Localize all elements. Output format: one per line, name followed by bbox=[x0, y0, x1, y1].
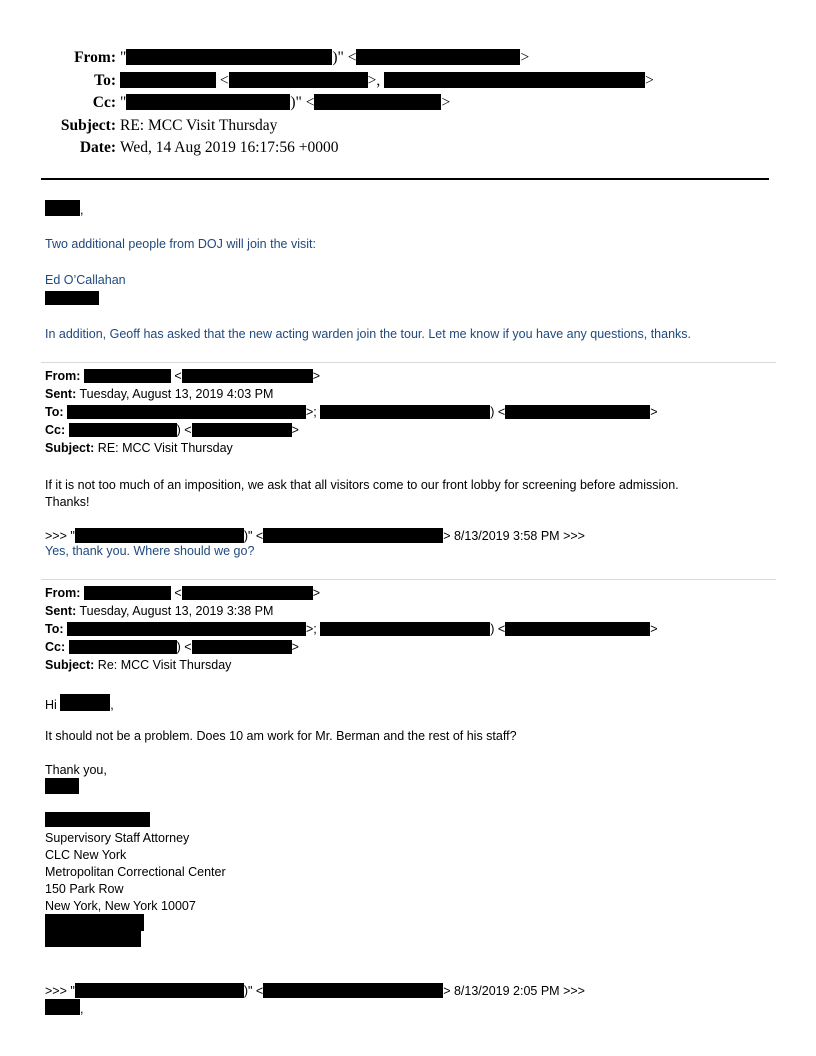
redaction bbox=[314, 94, 441, 110]
redaction bbox=[356, 49, 520, 65]
message3-meta bbox=[45, 584, 658, 674]
message2-sent: Sent: Tuesday, August 13, 2019 4:03 PM bbox=[45, 387, 274, 401]
message2-subject: Subject: RE: MCC Visit Thursday bbox=[45, 441, 233, 455]
header-to-row: To: < >, > bbox=[40, 70, 654, 93]
header-from-label: From: bbox=[74, 49, 116, 66]
redaction bbox=[126, 49, 332, 65]
redaction bbox=[45, 812, 150, 827]
redaction bbox=[45, 291, 99, 305]
redaction bbox=[67, 622, 306, 636]
message2-cc: Cc: ) < > bbox=[45, 423, 299, 437]
redaction bbox=[120, 72, 216, 88]
redaction bbox=[45, 778, 79, 794]
quote-header: >>> " )" < > 8/13/2019 3:58 PM >>> bbox=[45, 529, 585, 543]
message2-meta bbox=[45, 367, 658, 457]
redaction bbox=[192, 640, 292, 654]
redaction bbox=[182, 369, 313, 383]
message3-to: To: >; ) < > bbox=[45, 622, 658, 636]
quoted-reply: Yes, thank you. Where should we go? bbox=[45, 544, 255, 558]
header-subject-label: Subject: bbox=[60, 116, 116, 134]
header-subject: RE: MCC Visit Thursday bbox=[120, 116, 278, 134]
message2-to: To: >; ) < > bbox=[45, 405, 658, 419]
signature-name-redacted bbox=[45, 778, 79, 797]
message1-line2: In addition, Geoff has asked that the new acting warden join the tour. Let me know if you have any questions, thanks. bbox=[45, 327, 692, 341]
signature-contact-redacted bbox=[45, 914, 144, 947]
redaction bbox=[60, 694, 110, 711]
message3-closing: Thank you, bbox=[45, 763, 107, 777]
redaction bbox=[45, 999, 80, 1015]
message3-greeting: Hi , bbox=[45, 694, 114, 714]
header-from-row: From: " )" < > bbox=[40, 47, 654, 70]
message2-from: From: < > bbox=[45, 369, 320, 383]
redaction bbox=[263, 528, 443, 543]
redaction bbox=[505, 405, 650, 419]
header-date-row bbox=[40, 137, 654, 160]
signature-name-redacted bbox=[45, 812, 150, 830]
signature-org: CLC New York bbox=[45, 848, 127, 862]
redaction bbox=[69, 640, 177, 654]
message3-sent: Sent: Tuesday, August 13, 2019 3:38 PM bbox=[45, 604, 274, 618]
message3-subject: Subject: Re: MCC Visit Thursday bbox=[45, 658, 232, 672]
message2-body: If it is not too much of an imposition, we ask that all visitors come to our front lobby for screening before admission. bbox=[45, 478, 679, 492]
redaction bbox=[192, 423, 292, 437]
redaction bbox=[229, 72, 368, 88]
redaction bbox=[263, 983, 443, 998]
email-header bbox=[40, 47, 654, 160]
header-subject-row bbox=[40, 115, 654, 138]
redaction bbox=[45, 931, 141, 947]
redaction bbox=[45, 200, 80, 216]
message3-from: From: < > bbox=[45, 586, 320, 600]
redaction bbox=[69, 423, 177, 437]
header-cc-label: Cc: bbox=[92, 94, 116, 111]
redaction bbox=[320, 622, 490, 636]
redaction bbox=[67, 405, 306, 419]
message-separator bbox=[41, 362, 776, 363]
redaction bbox=[45, 914, 144, 931]
header-date: Wed, 14 Aug 2019 16:17:56 +0000 bbox=[120, 139, 339, 156]
redaction bbox=[384, 72, 645, 88]
greeting-line: , bbox=[45, 200, 83, 219]
header-divider bbox=[41, 178, 769, 180]
signature-city: New York, New York 10007 bbox=[45, 899, 196, 913]
redaction bbox=[75, 983, 244, 998]
message1-person: Ed O’Callahan bbox=[45, 273, 126, 287]
signature-title: Supervisory Staff Attorney bbox=[45, 831, 190, 845]
redaction bbox=[182, 586, 313, 600]
redaction bbox=[75, 528, 244, 543]
message1-line1: Two additional people from DOJ will join the visit: bbox=[45, 237, 316, 251]
header-to-label: To: bbox=[94, 71, 116, 89]
signature-street: 150 Park Row bbox=[45, 882, 124, 896]
message3-cc: Cc: ) < > bbox=[45, 640, 299, 654]
redaction bbox=[320, 405, 490, 419]
quote-header: >>> " )" < > 8/13/2019 2:05 PM >>> bbox=[45, 984, 585, 998]
redaction bbox=[505, 622, 650, 636]
header-cc-row: Cc: " )" < > bbox=[40, 92, 654, 115]
message2-body2: Thanks! bbox=[45, 495, 90, 509]
header-date-label: Date: bbox=[79, 139, 116, 156]
message1-redacted-line bbox=[45, 291, 99, 308]
message3-body: It should not be a problem. Does 10 am work for Mr. Berman and the rest of his staff? bbox=[45, 729, 517, 743]
quoted-greeting: , bbox=[45, 999, 83, 1018]
redaction bbox=[126, 94, 290, 110]
redaction bbox=[84, 369, 171, 383]
message-separator bbox=[41, 579, 776, 580]
signature-facility: Metropolitan Correctional Center bbox=[45, 865, 226, 879]
redaction bbox=[84, 586, 171, 600]
